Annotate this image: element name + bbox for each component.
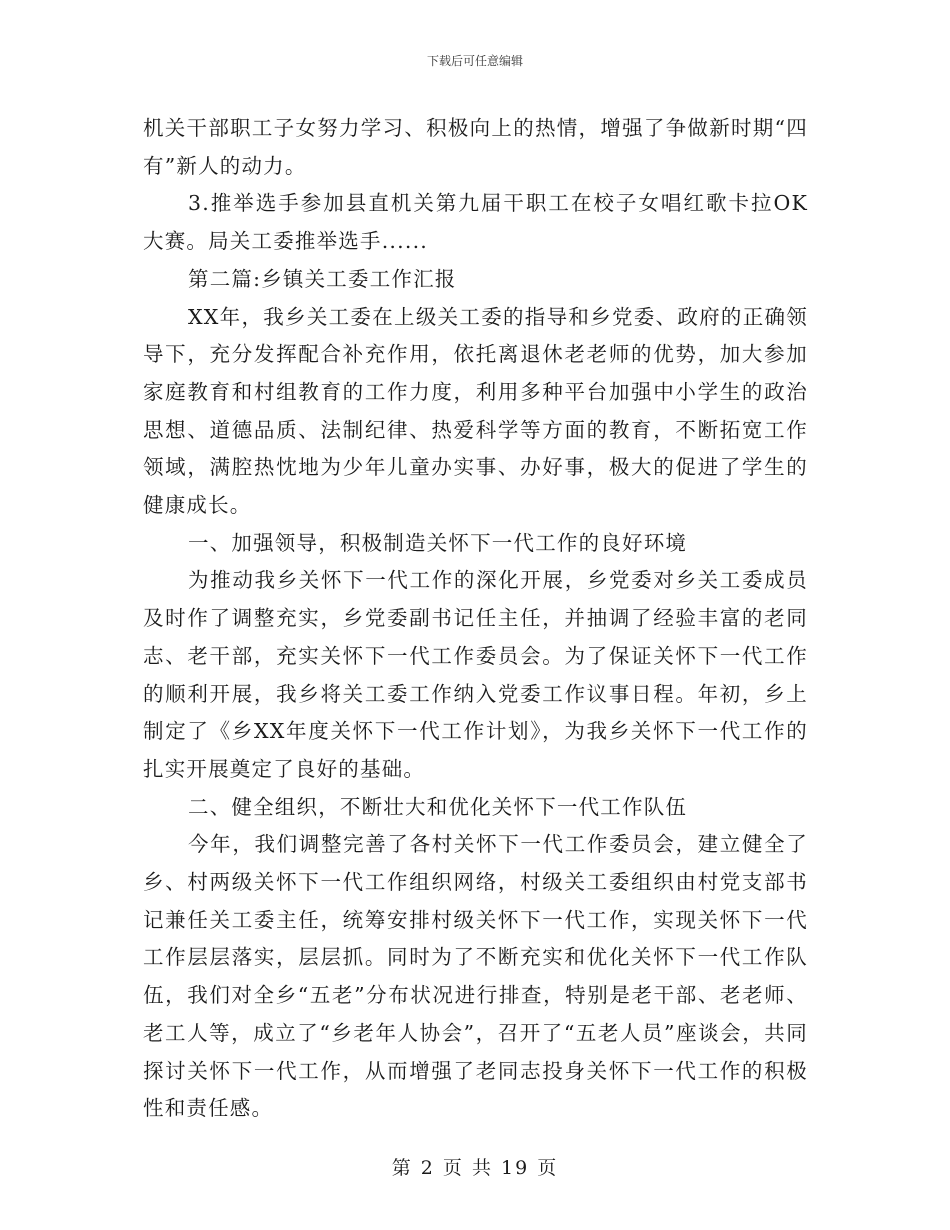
section-heading-two: 二、健全组织，不断壮大和优化关怀下一代工作队伍 bbox=[188, 794, 688, 819]
paragraph-2: 3.推举选手参加县直机关第九届干职工在校子女唱红歌卡拉OK大赛。局关工委推举选手...... bbox=[143, 191, 808, 254]
paragraph-intro: XX年，我乡关工委在上级关工委的指导和乡党委、政府的正确领导下，充分发挥配合补充作用，依托离退休老老师的优势，加大参加家庭教育和村组教育的工作力度，利用多种平台加强中小学生的政治思想、道德品质、法制纪律、热爱科学等方面的教育，不断拓宽工作领域，满腔热忱地为少年儿童办实事、办好事，极大的促进了学生的健康成长。 bbox=[143, 304, 808, 518]
paragraph-leadership: 为推动我乡关怀下一代工作的深化开展，乡党委对乡关工委成员及时作了调整充实，乡党委副书记任主任，并抽调了经验丰富的老同志、老干部，充实关怀下一代工作委员会。为了保证关怀下一代工作的顺利开展，我乡将关工委工作纳入党委工作议事日程。年初，乡上制定了《乡XX年度关怀下一代工作计划》，为我乡关怀下一代工作的扎实开展奠定了良好的基础。 bbox=[143, 568, 808, 781]
section-heading-part-two: 第二篇:乡镇关工委工作汇报 bbox=[188, 266, 457, 291]
section-heading-one: 一、加强领导，积极制造关怀下一代工作的良好环境 bbox=[188, 530, 688, 555]
page-header-note: 下载后可任意编辑 bbox=[426, 54, 523, 68]
paragraph-organization: 今年，我们调整完善了各村关怀下一代工作委员会，建立健全了乡、村两级关怀下一代工作组织网络，村级关工委组织由村党支部书记兼任关工委主任，统筹安排村级关怀下一代工作，实现关怀下一代工作层层落实，层层抓。同时为了不断充实和优化关怀下一代工作队伍，我们对全乡“五老”分布状况进行排查，特别是老干部、老老师、老工人等，成立了“乡老年人协会”，召开了“五老人员”座谈会，共同探讨关怀下一代工作，从而增强了老同志投身关怀下一代工作的积极性和责任感。 bbox=[143, 832, 808, 1121]
page-number: 第 2 页 共 19 页 bbox=[391, 1157, 559, 1179]
document-body bbox=[143, 110, 808, 1128]
paragraph-1: 机关干部职工子女努力学习、积极向上的热情，增强了争做新时期“四有”新人的动力。 bbox=[143, 116, 808, 178]
